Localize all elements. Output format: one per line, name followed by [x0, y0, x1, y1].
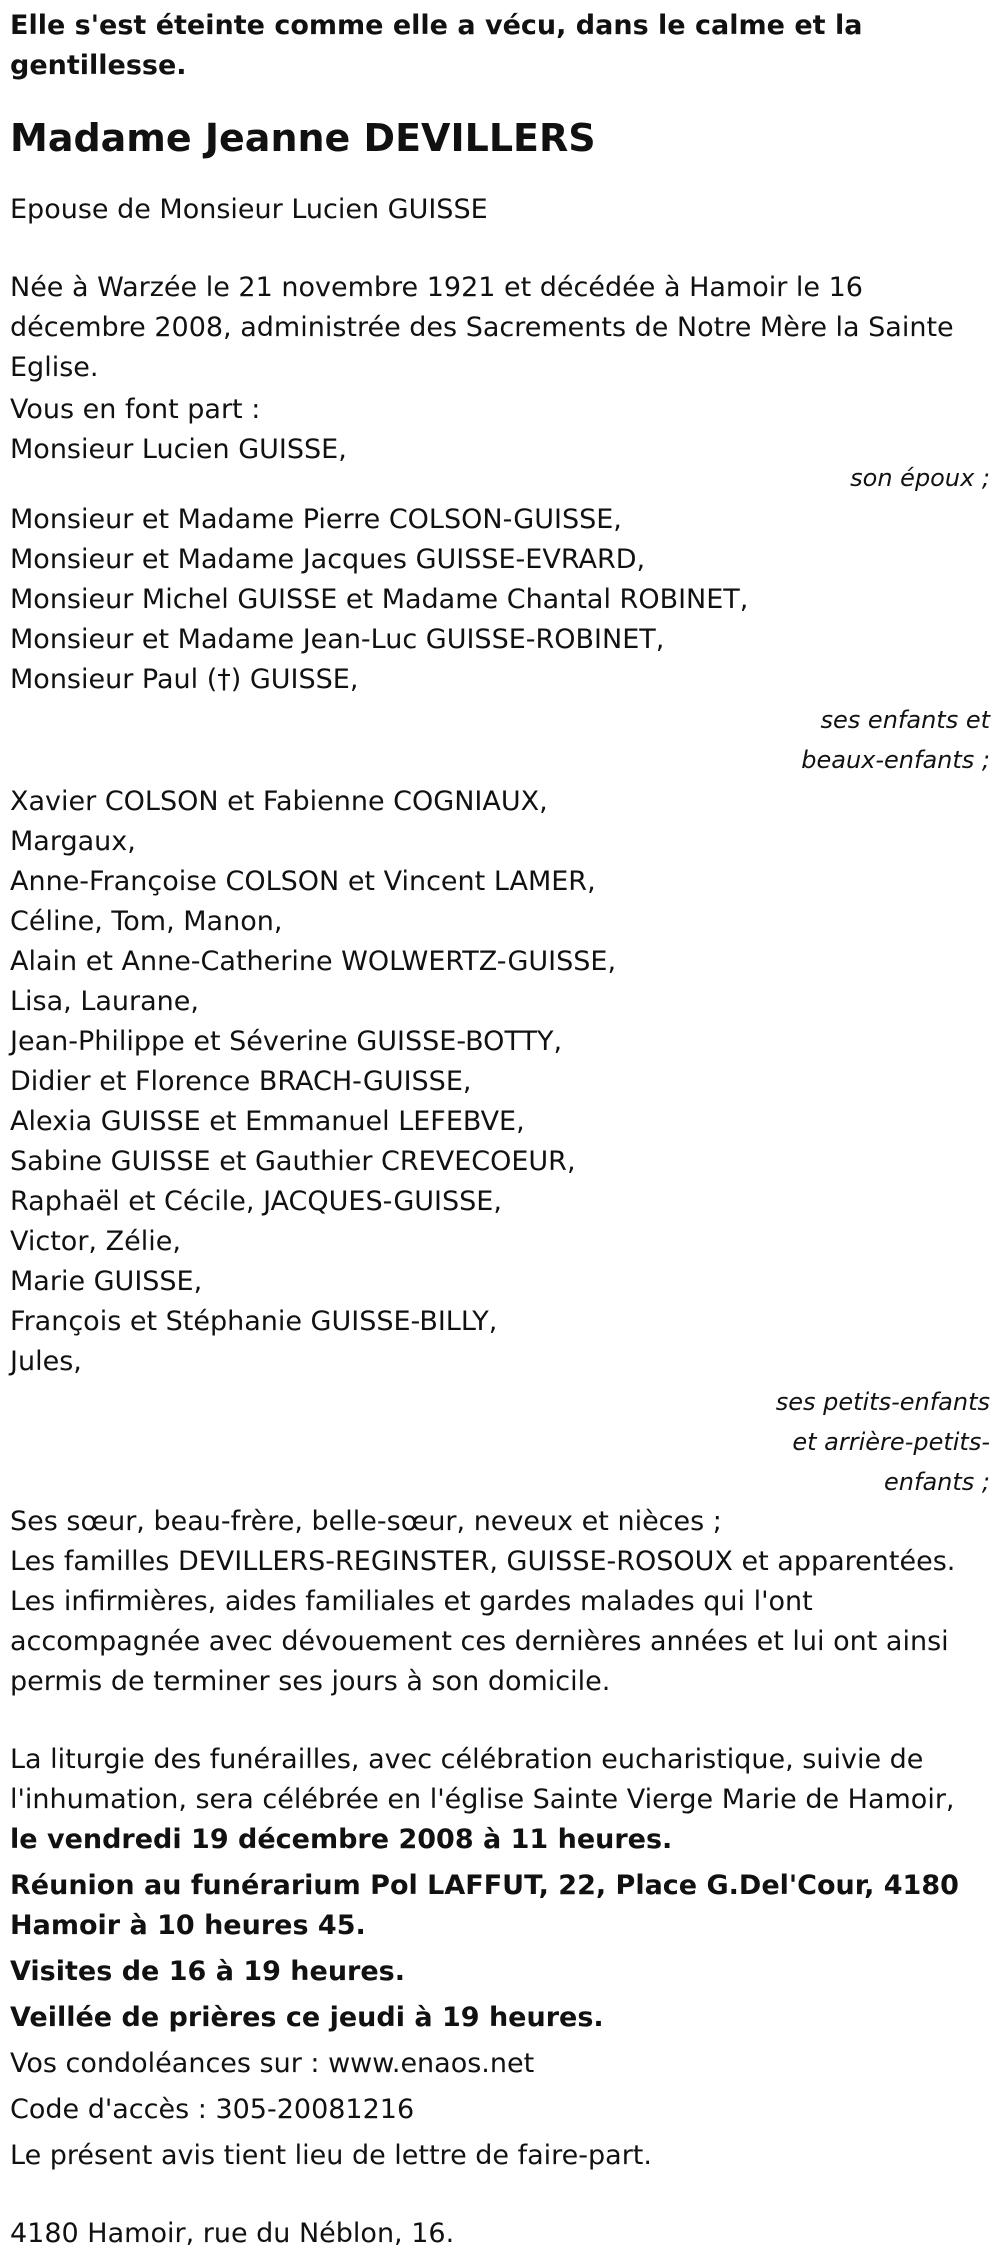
grandchild-name: Alexia GUISSE et Emmanuel LEFEBVE,: [10, 1106, 525, 1137]
grandchild-name: François et Stéphanie GUISSE-BILLY,: [10, 1306, 498, 1337]
prayer-vigil: Veillée de prières ce jeudi à 19 heures.: [10, 2002, 604, 2033]
grandchildren-relation-line: ses petits-enfants: [775, 1388, 990, 1416]
grandchild-name: Jules,: [10, 1346, 82, 1377]
visit-hours: Visites de 16 à 19 heures.: [10, 1956, 406, 1987]
grandchild-name: Margaux,: [10, 826, 136, 857]
other-relatives: [10, 1502, 990, 1702]
grandchild-name: Jean-Philippe et Séverine GUISSE-BOTTY,: [10, 1026, 563, 1057]
child-name: Monsieur et Madame Pierre COLSON-GUISSE,: [10, 504, 622, 535]
families-line: Les familles DEVILLERS-REGINSTER, GUISSE-ROSOUX et apparentées.: [10, 1546, 956, 1577]
grandchild-name: Alain et Anne-Catherine WOLWERTZ-GUISSE,: [10, 946, 617, 977]
condolences-line: Vos condoléances sur : www.enaos.net: [10, 2048, 535, 2079]
spouse-name: Monsieur Lucien GUISSE,: [10, 434, 347, 465]
liturgy-text: La liturgie des funérailles, avec célébration eucharistique, suivie de l'inhumation, sera célébrée en l'église Sainte Vierge Marie de Hamoir,: [10, 1744, 955, 1815]
grandchildren-relation-line: et arrière-petits-: [792, 1428, 990, 1456]
announcement-opening: Vous en font part :: [10, 394, 261, 425]
grandchild-name: Marie GUISSE,: [10, 1266, 203, 1297]
spouse-group: [10, 430, 990, 498]
grandchild-name: Victor, Zélie,: [10, 1226, 181, 1257]
children-relation-line: beaux-enfants ;: [801, 746, 990, 774]
family-address: 4180 Hamoir, rue du Néblon, 16.: [10, 2218, 455, 2249]
lead-sentence: Elle s'est éteinte comme elle a vécu, dans le calme et la gentillesse.: [10, 10, 863, 81]
children-relation-line: ses enfants et: [820, 706, 990, 734]
grandchild-name: Lisa, Laurane,: [10, 986, 199, 1017]
spouse-line: Epouse de Monsieur Lucien GUISSE: [10, 194, 488, 225]
obituary-notice: [0, 6, 1000, 2254]
child-name: Monsieur Michel GUISSE et Madame Chantal ROBINET,: [10, 584, 749, 615]
notice-line: Le présent avis tient lieu de lettre de faire-part.: [10, 2140, 652, 2171]
spouse-relation: son époux ;: [850, 464, 990, 492]
liturgy-paragraph: [10, 1740, 990, 1860]
birth-death-text: Née à Warzée le 21 novembre 1921 et décédée à Hamoir le 16 décembre 2008, administrée des Sacrements de Notre Mère la Sainte Eglise.: [10, 272, 954, 383]
funeral-home-meeting: Réunion au funérarium Pol LAFFUT, 22, Place G.Del'Cour, 4180 Hamoir à 10 heures 45.: [10, 1870, 959, 1941]
deceased-name: Madame Jeanne DEVILLERS: [10, 116, 596, 160]
grandchild-name: Raphaël et Cécile, JACQUES-GUISSE,: [10, 1186, 502, 1217]
grandchild-name: Anne-Françoise COLSON et Vincent LAMER,: [10, 866, 596, 897]
grandchildren-group: [10, 782, 990, 1502]
child-name: Monsieur et Madame Jean-Luc GUISSE-ROBINET,: [10, 624, 665, 655]
grandchild-name: Sabine GUISSE et Gauthier CREVECOEUR,: [10, 1146, 576, 1177]
siblings-line: Ses sœur, beau-frère, belle-sœur, neveux et nièces ;: [10, 1506, 722, 1537]
access-code: Code d'accès : 305-20081216: [10, 2094, 415, 2125]
grandchild-name: Céline, Tom, Manon,: [10, 906, 283, 937]
child-name: Monsieur et Madame Jacques GUISSE-EVRARD,: [10, 544, 646, 575]
liturgy-date: le vendredi 19 décembre 2008 à 11 heures.: [10, 1824, 673, 1855]
child-name: Monsieur Paul (†) GUISSE,: [10, 664, 359, 695]
grandchildren-relation-line: enfants ;: [884, 1468, 990, 1496]
grandchild-name: Xavier COLSON et Fabienne COGNIAUX,: [10, 786, 548, 817]
caregivers-line: Les infirmières, aides familiales et gardes malades qui l'ont accompagnée avec dévouement ces dernières années et lui ont ainsi permis de terminer ses jours à son domicile.: [10, 1586, 949, 1697]
children-group: [10, 500, 990, 780]
grandchild-name: Didier et Florence BRACH-GUISSE,: [10, 1066, 472, 1097]
